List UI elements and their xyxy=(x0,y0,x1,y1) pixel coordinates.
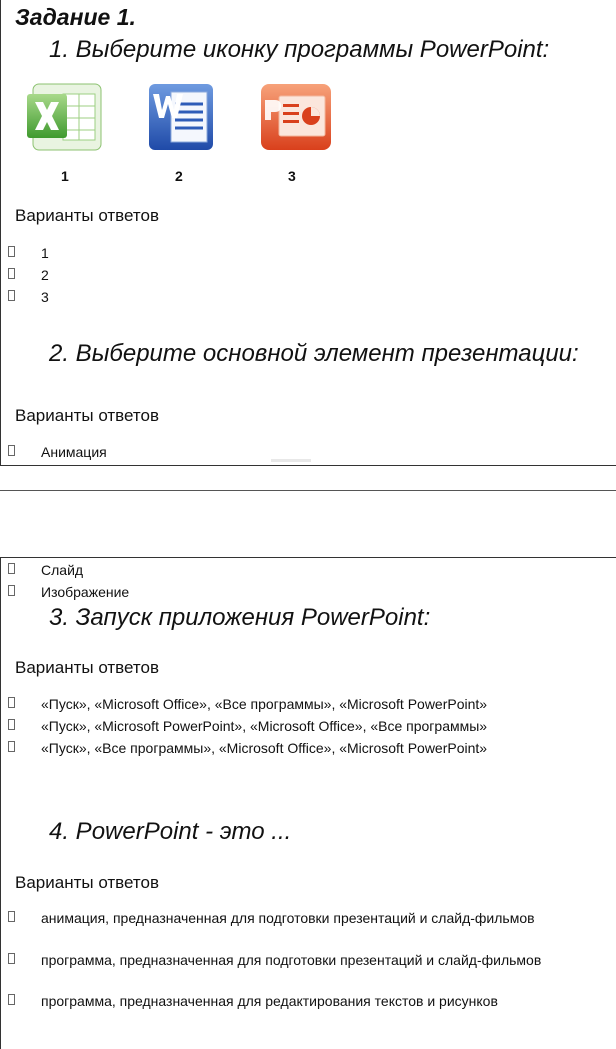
answers-label-q3: Варианты ответов xyxy=(15,658,159,677)
option-label: Изображение xyxy=(41,584,130,600)
page-separator-line xyxy=(0,490,616,491)
option-label: Анимация xyxy=(41,444,107,460)
question-3-text: 3. Запуск приложения PowerPoint: xyxy=(49,604,431,631)
answer-checkbox[interactable] xyxy=(8,290,15,301)
answer-checkbox[interactable] xyxy=(8,697,15,708)
answer-checkbox[interactable] xyxy=(8,719,15,730)
answer-checkbox[interactable] xyxy=(8,911,15,922)
document-page-2 xyxy=(0,557,616,1049)
option-label: «Пуск», «Microsoft Office», «Все программы», «Microsoft PowerPoint» xyxy=(41,696,488,712)
page-divider xyxy=(271,459,311,462)
answer-checkbox[interactable] xyxy=(8,445,15,456)
answer-checkbox[interactable] xyxy=(8,246,15,257)
powerpoint-icon xyxy=(255,82,335,154)
answer-checkbox[interactable] xyxy=(8,585,15,596)
option-label: 1 xyxy=(41,245,49,261)
answers-label-q2: Варианты ответов xyxy=(15,406,159,425)
document-page-1 xyxy=(0,0,616,466)
excel-icon xyxy=(25,82,105,154)
question-2-text: 2. Выберите основной элемент презентации: xyxy=(49,340,579,367)
option-label: анимация, предназначенная для подготовки презентаций и слайд-фильмов xyxy=(41,910,535,926)
answer-checkbox[interactable] xyxy=(8,268,15,279)
answer-checkbox[interactable] xyxy=(8,563,15,574)
icon-caption-2: 2 xyxy=(175,168,183,184)
option-label: «Пуск», «Microsoft PowerPoint», «Microsoft Office», «Все программы» xyxy=(41,718,488,734)
icon-caption-3: 3 xyxy=(288,168,296,184)
option-label: 2 xyxy=(41,267,49,283)
answer-checkbox[interactable] xyxy=(8,953,15,964)
option-label: 3 xyxy=(41,289,49,305)
word-icon xyxy=(143,82,223,154)
option-label: программа, предназначенная для редактирования текстов и рисунков xyxy=(41,993,498,1009)
answers-label-q4: Варианты ответов xyxy=(15,873,159,892)
option-label: программа, предназначенная для подготовки презентаций и слайд-фильмов xyxy=(41,952,542,968)
answer-checkbox[interactable] xyxy=(8,994,15,1005)
answer-checkbox[interactable] xyxy=(8,741,15,752)
option-label: «Пуск», «Все программы», «Microsoft Office», «Microsoft PowerPoint» xyxy=(41,740,488,756)
option-label: Слайд xyxy=(41,562,84,578)
icon-caption-1: 1 xyxy=(61,168,69,184)
answers-label-q1: Варианты ответов xyxy=(15,206,159,225)
question-4-text: 4. PowerPoint - это ... xyxy=(49,818,292,845)
question-1-text: 1. Выберите иконку программы PowerPoint: xyxy=(49,36,550,63)
task-title: Задание 1. xyxy=(15,4,136,30)
